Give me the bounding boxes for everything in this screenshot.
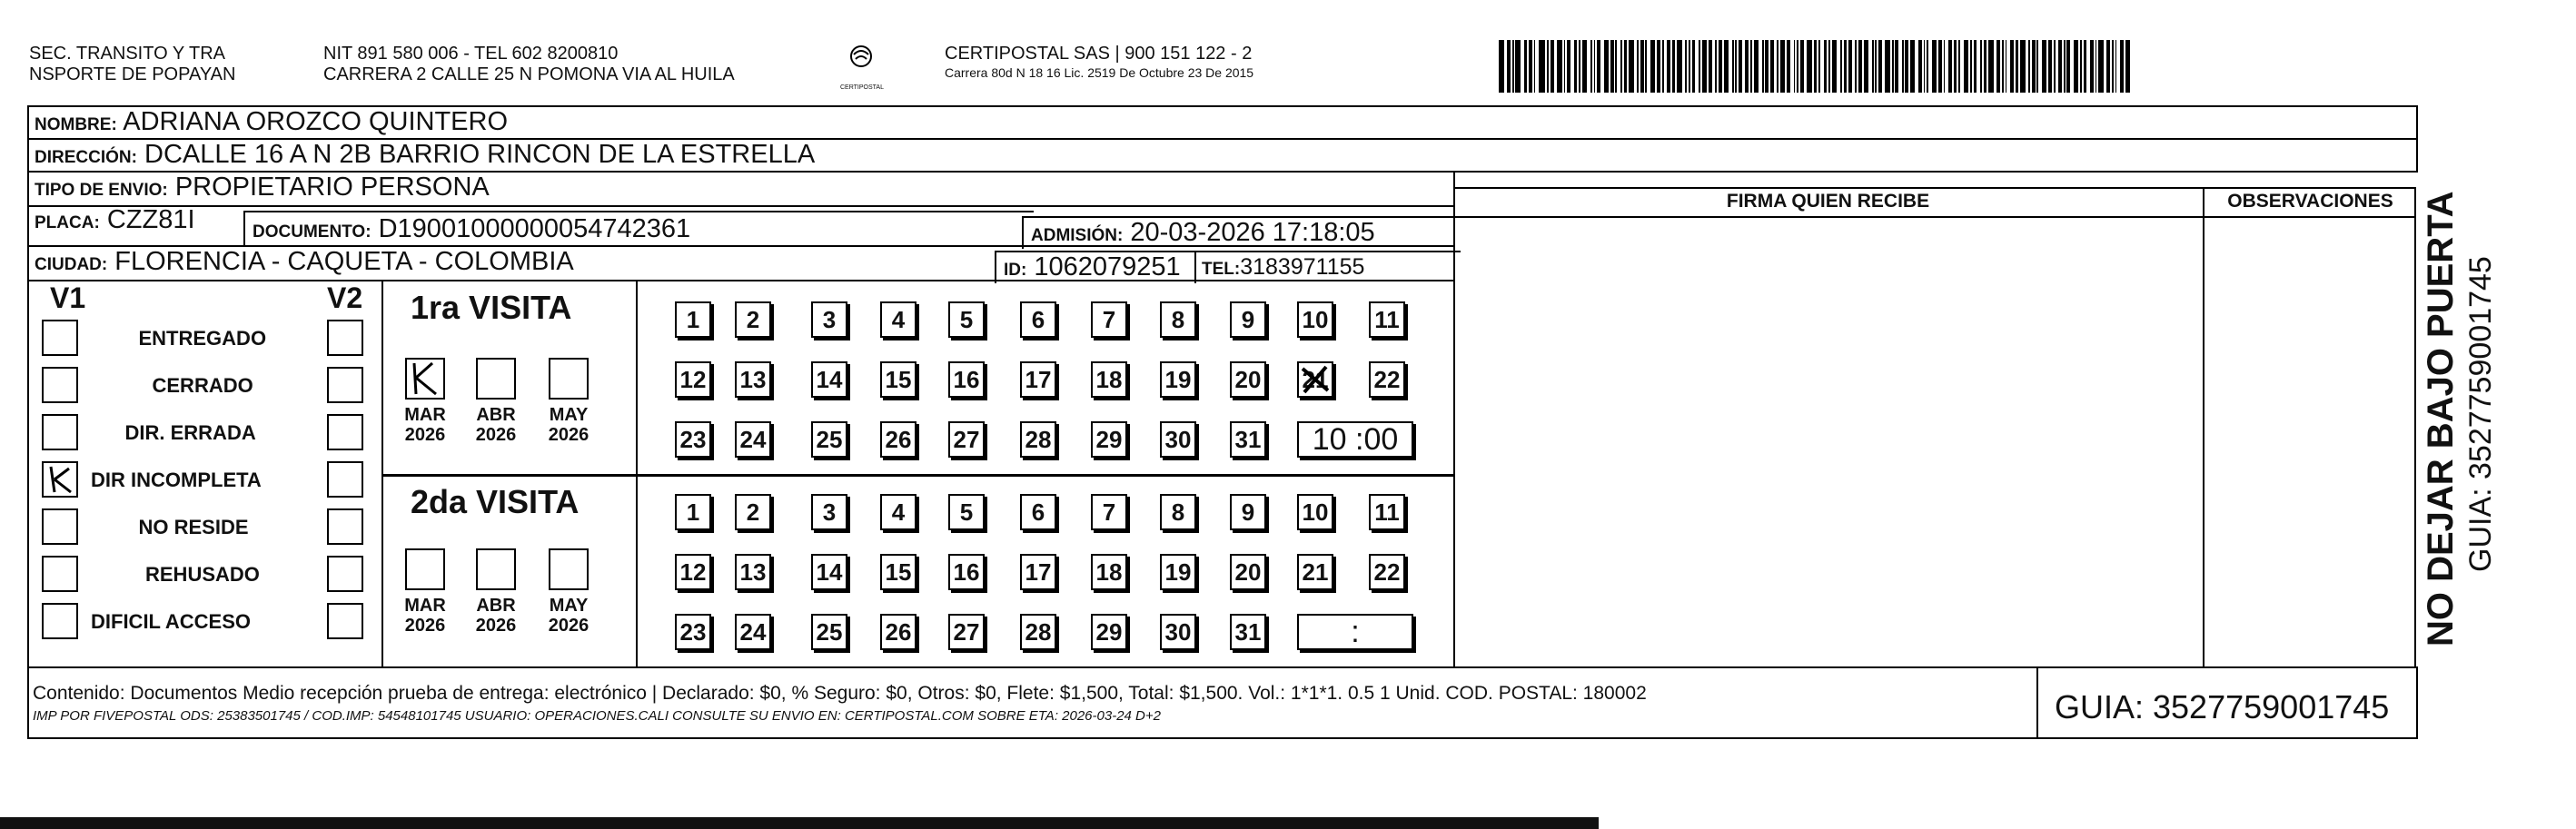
day-box[interactable]: 11 xyxy=(1369,301,1405,338)
barcode-bar xyxy=(1677,40,1682,93)
barcode-bar xyxy=(1855,40,1857,93)
tipo-value: PROPIETARIO PERSONA xyxy=(174,173,490,202)
day-box[interactable]: 8 xyxy=(1160,301,1196,338)
barcode-bar xyxy=(1604,40,1610,93)
barcode-bar xyxy=(1797,40,1798,93)
month-label xyxy=(394,596,456,636)
day-box[interactable]: 13 xyxy=(735,554,771,590)
day-box[interactable]: 2 xyxy=(735,494,771,530)
barcode-bar xyxy=(1988,40,1994,93)
barcode-bar xyxy=(1735,40,1737,93)
barcode-bar xyxy=(1905,40,1908,93)
day-box[interactable]: 10 xyxy=(1297,494,1333,530)
admision-label: ADMISIÓN: xyxy=(1031,226,1124,245)
barcode-bar xyxy=(1567,40,1570,93)
nit-line: NIT 891 580 006 - TEL 602 8200810 xyxy=(323,44,619,64)
v1-checkbox[interactable] xyxy=(42,508,78,545)
logo-text: CERTIPOSTAL xyxy=(840,84,884,91)
v2-label: V2 xyxy=(327,281,363,314)
barcode-bar xyxy=(1848,40,1852,93)
barcode-bar xyxy=(1996,40,2000,93)
status-label: DIR. ERRADA xyxy=(124,421,256,444)
barcode-bar xyxy=(1534,40,1536,93)
barcode-bar xyxy=(1515,40,1521,93)
barcode-bar xyxy=(2074,40,2079,93)
barcode-bar xyxy=(2028,40,2030,93)
barcode-bar xyxy=(1624,40,1628,93)
day-box[interactable]: 23 xyxy=(675,421,711,458)
barcode-bar xyxy=(1582,40,1588,93)
barcode-bar xyxy=(2125,40,2131,93)
day-box[interactable]: 31 xyxy=(1230,614,1266,650)
v1-label: V1 xyxy=(50,281,86,314)
day-box[interactable]: 27 xyxy=(948,421,985,458)
v2-checkbox[interactable] xyxy=(327,414,363,450)
day-box[interactable]: 3 xyxy=(811,494,847,530)
barcode-bar xyxy=(1892,40,1894,93)
v2-checkbox[interactable] xyxy=(327,508,363,545)
tel-label: TEL: xyxy=(1202,260,1241,279)
day-box[interactable]: 20 xyxy=(1230,554,1266,590)
barcode-bar xyxy=(2032,40,2036,93)
barcode-bar xyxy=(2016,40,2019,93)
barcode-bar xyxy=(1719,40,1722,93)
barcode-bar xyxy=(1551,40,1554,93)
status-label: NO RESIDE xyxy=(138,516,249,538)
v2-checkbox[interactable] xyxy=(327,603,363,639)
v1-checkbox[interactable] xyxy=(42,320,78,356)
day-box[interactable]: 16 xyxy=(948,361,985,398)
barcode-bar xyxy=(1590,40,1592,93)
day-box[interactable]: 18 xyxy=(1091,361,1127,398)
day-box[interactable]: 17 xyxy=(1020,554,1056,590)
barcode-bar xyxy=(2006,40,2007,93)
company-block xyxy=(945,44,1253,81)
month-checkbox[interactable] xyxy=(549,548,589,590)
barcode-bar xyxy=(1620,40,1622,93)
barcode-bar xyxy=(1594,40,1596,93)
status-label: REHUSADO xyxy=(145,563,260,586)
day-box[interactable]: 19 xyxy=(1160,554,1196,590)
month-name: MAR xyxy=(404,405,446,425)
day-box[interactable]: 7 xyxy=(1091,494,1127,530)
day-box[interactable]: 1 xyxy=(675,301,711,338)
barcode-bar xyxy=(1872,40,1874,93)
month-year: 2026 xyxy=(475,425,517,445)
license-line: Carrera 80d N 18 16 Lic. 2519 De Octubre 23 De 2015 xyxy=(945,65,1254,80)
v2-checkbox[interactable] xyxy=(327,367,363,403)
barcode-bar xyxy=(1794,40,1796,93)
barcode-bar xyxy=(1918,40,1922,93)
footer-guia: GUIA: 3527759001745 xyxy=(2055,688,2390,725)
day-box[interactable]: 6 xyxy=(1020,301,1056,338)
status-label: DIR INCOMPLETA xyxy=(91,469,262,491)
tipo-row xyxy=(27,171,1455,207)
month-name: MAY xyxy=(549,405,589,425)
side-guia: GUIA: 3527759001745 xyxy=(2463,256,2498,572)
day-box[interactable]: 12 xyxy=(675,554,711,590)
day-box[interactable]: 6 xyxy=(1020,494,1056,530)
v2-checkbox[interactable] xyxy=(327,461,363,498)
barcode-bar xyxy=(2112,40,2114,93)
barcode-bar xyxy=(2020,40,2026,93)
day-box[interactable]: 31 xyxy=(1230,421,1266,458)
barcode-bar xyxy=(1958,40,1960,93)
month-year: 2026 xyxy=(548,616,590,636)
ciudad-value: FLORENCIA - CAQUETA - COLOMBIA xyxy=(114,247,574,276)
day-box[interactable]: 4 xyxy=(880,301,916,338)
barcode-bar xyxy=(1629,40,1634,93)
barcode-bar xyxy=(1948,40,1952,93)
barcode-bar xyxy=(1637,40,1639,93)
firma-area xyxy=(1453,187,2416,668)
x-mark-icon xyxy=(1299,363,1332,396)
barcode-bar xyxy=(1844,40,1848,93)
barcode-bar xyxy=(1875,40,1877,93)
day-box[interactable]: 21 xyxy=(1297,361,1333,398)
day-box[interactable]: 5 xyxy=(948,494,985,530)
barcode-bar xyxy=(2095,40,2097,93)
barcode-bar xyxy=(1512,40,1514,93)
footer-line-1: Contenido: Documentos Medio recepción prueba de entrega: electrónico | Declarado: $0, % Seguro: $0, Otros: $0, Flete: $1,500, Total: $1,500. Vol.: 1*1*1. 0.5 1 Unid. COD. POSTAL: 180002 xyxy=(33,683,1647,704)
day-box[interactable]: 17 xyxy=(1020,361,1056,398)
day-box[interactable]: 14 xyxy=(811,554,847,590)
day-box[interactable]: 29 xyxy=(1091,614,1127,650)
nombre-row xyxy=(27,105,2418,140)
day-box[interactable]: 20 xyxy=(1230,361,1266,398)
month-checkbox[interactable] xyxy=(476,358,516,400)
barcode-bar xyxy=(1529,40,1532,93)
barcode-bar xyxy=(1640,40,1644,93)
barcode-bar xyxy=(1932,40,1937,93)
day-box[interactable]: 19 xyxy=(1160,361,1196,398)
month-year: 2026 xyxy=(475,616,517,636)
observaciones-label: OBSERVACIONES xyxy=(2227,191,2393,212)
barcode-bar xyxy=(1864,40,1869,93)
month-year: 2026 xyxy=(548,425,590,445)
barcode-bar xyxy=(1938,40,1942,93)
month-name: MAR xyxy=(404,596,446,616)
day-box[interactable]: 9 xyxy=(1230,494,1266,530)
documento-label: DOCUMENTO: xyxy=(253,222,372,242)
firma-header-line xyxy=(1453,216,2416,218)
day-box[interactable]: 30 xyxy=(1160,614,1196,650)
barcode-bar xyxy=(1885,40,1890,93)
day-box[interactable]: 16 xyxy=(948,554,985,590)
day-box[interactable]: 22 xyxy=(1369,554,1405,590)
barcode-bar xyxy=(1765,40,1769,93)
sender-line-2: NSPORTE DE POPAYAN xyxy=(29,64,236,84)
visit1-title: 1ra VISITA xyxy=(411,289,572,326)
barcode-bar xyxy=(1858,40,1862,93)
month-checkbox[interactable] xyxy=(476,548,516,590)
barcode-bar xyxy=(1970,40,1972,93)
barcode-bar xyxy=(1745,40,1749,93)
id-value: 1062079251 xyxy=(1034,252,1181,281)
day-box[interactable]: 12 xyxy=(675,361,711,398)
barcode-bar xyxy=(1662,40,1664,93)
barcode-bar xyxy=(1878,40,1882,93)
barcode-bar xyxy=(1814,40,1818,93)
day-box[interactable]: 27 xyxy=(948,614,985,650)
barcode-bar xyxy=(1539,40,1545,93)
month-checkbox[interactable] xyxy=(405,548,445,590)
day-box[interactable]: 13 xyxy=(735,361,771,398)
tipo-label: TIPO DE ENVIO: xyxy=(35,181,168,200)
direccion-row xyxy=(27,138,2418,173)
day-box[interactable]: 21 xyxy=(1297,554,1333,590)
x-mark-icon xyxy=(44,463,76,496)
nombre-label: NOMBRE: xyxy=(35,115,117,134)
visit2-title: 2da VISITA xyxy=(411,483,580,520)
barcode-bar xyxy=(2084,40,2087,93)
barcode-bar xyxy=(1910,40,1916,93)
day-box[interactable]: 2 xyxy=(735,301,771,338)
v1-checkbox[interactable] xyxy=(42,603,78,639)
barcode-bar xyxy=(1699,40,1700,93)
status-label: ENTREGADO xyxy=(138,327,267,350)
barcode-bar xyxy=(1615,40,1617,93)
month-day-divider xyxy=(636,280,638,668)
direccion-label: DIRECCIÓN: xyxy=(35,148,137,167)
barcode-bar xyxy=(2115,40,2117,93)
company-line: CERTIPOSTAL SAS | 900 151 122 - 2 xyxy=(945,44,1253,64)
barcode-bar xyxy=(2036,40,2038,93)
day-box[interactable]: 29 xyxy=(1091,421,1127,458)
status-label: CERRADO xyxy=(152,374,253,397)
barcode-bar xyxy=(1974,40,1977,93)
day-box[interactable]: 8 xyxy=(1160,494,1196,530)
day-box[interactable]: 15 xyxy=(880,361,916,398)
month-name: ABR xyxy=(476,596,516,616)
barcode-bar xyxy=(1832,40,1838,93)
firma-label: FIRMA QUIEN RECIBE xyxy=(1726,191,1930,212)
month-name: ABR xyxy=(476,405,516,425)
barcode-bar xyxy=(1657,40,1660,93)
barcode-bar xyxy=(1645,40,1647,93)
barcode-bar xyxy=(1610,40,1614,93)
barcode-bar xyxy=(2002,40,2004,93)
barcode-bar xyxy=(1787,40,1790,93)
barcode-bar xyxy=(1944,40,1946,93)
address-line: CARRERA 2 CALLE 25 N POMONA VIA AL HUILA xyxy=(323,64,735,84)
obs-divider xyxy=(2203,187,2204,668)
day-box[interactable]: 5 xyxy=(948,301,985,338)
barcode-bar xyxy=(2120,40,2124,93)
barcode-bar xyxy=(1739,40,1742,93)
barcode xyxy=(1499,40,2234,93)
barcode-bar xyxy=(1499,40,1504,93)
month-label xyxy=(538,596,599,636)
barcode-bar xyxy=(1732,40,1734,93)
barcode-bar xyxy=(1579,40,1580,93)
month-year: 2026 xyxy=(404,425,446,445)
barcode-bar xyxy=(1689,40,1690,93)
barcode-bar xyxy=(1807,40,1812,93)
direccion-value: DCALLE 16 A N 2B BARRIO RINCON DE LA ESTRELLA xyxy=(144,140,816,169)
day-box[interactable]: 30 xyxy=(1160,421,1196,458)
barcode-bar xyxy=(1597,40,1600,93)
barcode-bar xyxy=(1840,40,1842,93)
bottom-strip xyxy=(0,817,1599,829)
documento-value: D19001000000054742361 xyxy=(378,214,691,243)
barcode-bar xyxy=(1818,40,1820,93)
barcode-bar xyxy=(1547,40,1549,93)
v1-checkbox[interactable] xyxy=(42,414,78,450)
barcode-bar xyxy=(1715,40,1717,93)
month-name: MAY xyxy=(549,596,589,616)
barcode-bar xyxy=(2090,40,2094,93)
barcode-bar xyxy=(2058,40,2062,93)
barcode-bar xyxy=(1564,40,1566,93)
month-label xyxy=(465,596,527,636)
barcode-bar xyxy=(1902,40,1904,93)
placa-label: PLACA: xyxy=(35,213,100,232)
nit-block xyxy=(323,44,735,85)
barcode-bar xyxy=(1964,40,1969,93)
day-box[interactable]: 24 xyxy=(735,421,771,458)
id-label: ID: xyxy=(1004,261,1027,280)
barcode-bar xyxy=(1685,40,1687,93)
barcode-bar xyxy=(1762,40,1764,93)
month-label xyxy=(538,405,599,445)
day-box[interactable]: 15 xyxy=(880,554,916,590)
month-label xyxy=(465,405,527,445)
month-checkbox[interactable] xyxy=(549,358,589,400)
barcode-bar xyxy=(2010,40,2014,93)
sender-block xyxy=(29,44,235,85)
day-box[interactable]: 4 xyxy=(880,494,916,530)
id-cell xyxy=(995,251,1204,283)
barcode-bar xyxy=(1574,40,1578,93)
barcode-bar xyxy=(1524,40,1528,93)
day-box[interactable]: 11 xyxy=(1369,494,1405,530)
barcode-bar xyxy=(1828,40,1830,93)
day-box[interactable]: 25 xyxy=(811,421,847,458)
barcode-bar xyxy=(1692,40,1696,93)
day-box[interactable]: 9 xyxy=(1230,301,1266,338)
day-box[interactable]: 18 xyxy=(1091,554,1127,590)
month-checkbox[interactable] xyxy=(405,358,445,400)
barcode-bar xyxy=(1895,40,1898,93)
documento-cell xyxy=(243,211,1034,247)
barcode-bar xyxy=(1770,40,1774,93)
day-box[interactable]: 24 xyxy=(735,614,771,650)
day-box[interactable]: 22 xyxy=(1369,361,1405,398)
barcode-bar xyxy=(2048,40,2052,93)
day-box[interactable]: 28 xyxy=(1020,614,1056,650)
barcode-bar xyxy=(1777,40,1778,93)
check-mark-icon xyxy=(407,360,443,398)
admision-value: 20-03-2026 17:18:05 xyxy=(1130,218,1375,247)
day-box[interactable]: 10 xyxy=(1297,301,1333,338)
day-box[interactable]: 1 xyxy=(675,494,711,530)
barcode-bar xyxy=(1724,40,1729,93)
month-year: 2026 xyxy=(404,616,446,636)
placa-value: CZZ81I xyxy=(106,205,195,234)
certipostal-logo-icon xyxy=(840,44,884,91)
barcode-bar xyxy=(1984,40,1987,93)
side-notice: NO DEJAR BAJO PUERTA xyxy=(2421,191,2461,646)
time-box[interactable]: : xyxy=(1297,614,1413,650)
tel-value: 3183971155 xyxy=(1240,254,1365,280)
barcode-bar xyxy=(2042,40,2047,93)
barcode-bar xyxy=(1927,40,1928,93)
day-box[interactable]: 28 xyxy=(1020,421,1056,458)
day-box[interactable]: 23 xyxy=(675,614,711,650)
barcode-bar xyxy=(2066,40,2070,93)
day-box[interactable]: 14 xyxy=(811,361,847,398)
v2-checkbox[interactable] xyxy=(327,556,363,592)
day-box[interactable]: 7 xyxy=(1091,301,1127,338)
footer-line-2: IMP POR FIVEPOSTAL ODS: 25383501745 / COD.IMP: 54548101745 USUARIO: OPERACIONES.CALI CONSULTE SU ENVIO EN: CERTIPOSTAL.COM SOBRE ETA: 2026-03-24 D+2 xyxy=(33,708,1161,724)
barcode-bar xyxy=(1667,40,1670,93)
day-box[interactable]: 26 xyxy=(880,614,916,650)
barcode-bar xyxy=(1650,40,1656,93)
barcode-bar xyxy=(1824,40,1828,93)
barcode-bar xyxy=(1780,40,1786,93)
tel-cell xyxy=(1194,251,1461,283)
barcode-bar xyxy=(1672,40,1676,93)
visit-divider xyxy=(381,474,1455,477)
barcode-bar xyxy=(2080,40,2082,93)
barcode-bar xyxy=(1709,40,1712,93)
barcode-bar xyxy=(1507,40,1511,93)
ciudad-label: CIUDAD: xyxy=(35,255,108,274)
day-box[interactable]: 25 xyxy=(811,614,847,650)
admision-cell xyxy=(1022,216,1462,249)
footer-divider xyxy=(2036,666,2038,739)
barcode-bar xyxy=(2106,40,2110,93)
v1-checkbox[interactable] xyxy=(42,461,78,498)
barcode-bar xyxy=(1954,40,1957,93)
barcode-bar xyxy=(1924,40,1926,93)
v2-checkbox[interactable] xyxy=(327,320,363,356)
barcode-bar xyxy=(1750,40,1752,93)
barcode-bar xyxy=(1980,40,1982,93)
status-label: DIFICIL ACCESO xyxy=(91,610,252,633)
barcode-bar xyxy=(1800,40,1804,93)
barcode-bar xyxy=(2064,40,2066,93)
v1-checkbox[interactable] xyxy=(42,367,78,403)
day-box[interactable]: 26 xyxy=(880,421,916,458)
barcode-bar xyxy=(2054,40,2056,93)
v1-checkbox[interactable] xyxy=(42,556,78,592)
barcode-bar xyxy=(1754,40,1759,93)
barcode-bar xyxy=(1702,40,1708,93)
nombre-value: ADRIANA OROZCO QUINTERO xyxy=(123,107,509,136)
month-label xyxy=(394,405,456,445)
day-box[interactable]: 3 xyxy=(811,301,847,338)
sender-line-1: SEC. TRANSITO Y TRA xyxy=(29,44,225,64)
time-box[interactable]: 10 :00 xyxy=(1297,421,1413,458)
barcode-bar xyxy=(2098,40,2104,93)
barcode-bar xyxy=(1557,40,1562,93)
